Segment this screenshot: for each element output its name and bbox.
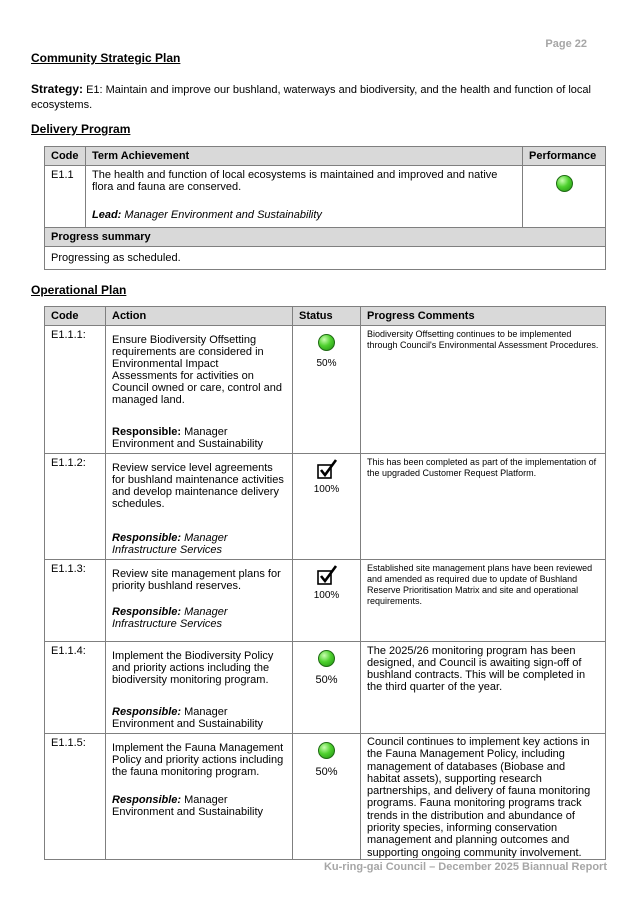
row-comment: Established site management plans have been reviewed and amended as required due to update of Bushland Reserve Prioritisation Matrix and site and operational requirements. (361, 560, 606, 642)
row-action (106, 560, 293, 642)
delivery-term-text: The health and function of local ecosystems is maintained and improved and native flora and fauna are conserved. (92, 169, 498, 193)
delivery-program-table (44, 146, 606, 270)
row-comment (361, 734, 606, 860)
delivery-header-performance: Performance (523, 147, 606, 166)
table-row (45, 642, 606, 734)
row-code: E1.1.1: (45, 326, 106, 454)
delivery-lead-text: Manager Environment and Sustainability (124, 209, 322, 221)
table-row (45, 560, 606, 642)
strategy-text: E1: Maintain and improve our bushland, waterways and biodiversity, and the health and function of local ecosystems. (31, 84, 591, 111)
delivery-code: E1.1 (45, 166, 86, 228)
progress-summary-text: Progressing as scheduled. (45, 247, 606, 270)
delivery-program-heading: Delivery Program (31, 122, 131, 136)
row-responsible (112, 426, 286, 450)
delivery-header-term: Term Achievement (86, 147, 523, 166)
row-action (106, 642, 293, 734)
csp-heading: Community Strategic Plan (31, 51, 181, 65)
row-status (293, 642, 361, 734)
table-row (45, 734, 606, 860)
row-responsible-label: Responsible: (112, 794, 182, 806)
row-action-text: Ensure Biodiversity Offsetting requirements are considered in Environmental Impact Assessments for activities on Council owned or care, control and managed land. (112, 334, 282, 406)
row-responsible (112, 532, 286, 556)
row-responsible-text: Manager Environment and Sustainability (112, 706, 264, 730)
row-action (106, 454, 293, 560)
progress-summary-label: Progress summary (45, 228, 606, 247)
green-dot-icon (556, 175, 573, 192)
green-dot-icon (318, 650, 335, 667)
row-action (106, 734, 293, 860)
row-responsible-label: Responsible: (112, 706, 182, 718)
row-responsible-label: Responsible: (112, 606, 182, 618)
row-action (106, 326, 293, 454)
delivery-lead-label: Lead: (92, 209, 122, 221)
row-status-pct: 50% (316, 358, 337, 369)
table-row (45, 326, 606, 454)
delivery-term-cell (86, 166, 523, 228)
green-dot-icon (318, 334, 335, 351)
op-header-action: Action (106, 307, 293, 326)
row-responsible-text: Manager Infrastructure Services (112, 532, 228, 556)
row-comment: Biodiversity Offsetting continues to be implemented through Council's Environmental Assessment Procedures. (361, 326, 606, 454)
row-responsible-label: Responsible: (112, 532, 182, 544)
row-code: E1.1.2: (45, 454, 106, 560)
green-dot-icon (318, 742, 335, 759)
row-code: E1.1.5: (45, 734, 106, 860)
row-status-pct: 50% (315, 674, 338, 686)
delivery-header-code: Code (45, 147, 86, 166)
row-code: E1.1.4: (45, 642, 106, 734)
row-action-text: Implement the Fauna Management Policy and priority actions including the fauna monitoring program. (112, 742, 284, 778)
row-responsible-label: Responsible: (112, 426, 182, 438)
footer-report-title: Ku-ring-gai Council – December 2025 Biannual Report (323, 861, 607, 873)
row-responsible (112, 706, 286, 730)
row-comment: The 2025/26 monitoring program has been designed, and Council is awaiting sign-off of bushland contracts. This will be completed in the third quarter of the year. (361, 642, 606, 734)
row-status-pct: 50% (315, 766, 338, 778)
row-status (293, 454, 361, 560)
row-responsible (112, 794, 286, 818)
row-status-pct: 100% (313, 484, 340, 495)
row-action-text: Implement the Biodiversity Policy and priority actions including the biodiversity monitoring program. (112, 650, 274, 686)
check-icon (316, 458, 338, 480)
row-action-text: Review site management plans for priority bushland reserves. (112, 568, 281, 592)
operational-plan-table (44, 306, 606, 860)
table-row (45, 454, 606, 560)
check-icon (316, 564, 338, 586)
op-header-status: Status (293, 307, 361, 326)
row-code: E1.1.3: (45, 560, 106, 642)
delivery-lead (92, 209, 516, 221)
row-comment-text: Council continues to implement key actions in the Fauna Management Policy, including management of databases (Biobase and habitat assets), supporting research partnerships, and delivery of fauna monitoring programs. Fauna monitoring programs track trends in the distribution and abundance of priority species, informing conservation management and planning outcomes and supporting ongoing community involvement. (367, 736, 591, 858)
operational-plan-heading: Operational Plan (31, 283, 127, 297)
row-action-text: Review service level agreements for bushland maintenance activities and develop maintenance delivery schedules. (112, 462, 284, 510)
delivery-performance (523, 166, 606, 228)
page-number: Page 22 (545, 38, 587, 50)
row-status-pct: 100% (313, 590, 340, 601)
row-comment: This has been completed as part of the implementation of the upgraded Customer Request Platform. (361, 454, 606, 560)
op-header-code: Code (45, 307, 106, 326)
row-status (293, 734, 361, 860)
strategy-label: Strategy: (31, 82, 84, 96)
strategy-paragraph (31, 82, 606, 113)
row-status (293, 326, 361, 454)
op-header-comments: Progress Comments (361, 307, 606, 326)
row-responsible (112, 606, 286, 630)
row-responsible-text: Manager Environment and Sustainability (112, 794, 264, 818)
row-responsible-text: Manager Infrastructure Services (112, 606, 228, 630)
row-responsible-text: Manager Environment and Sustainability (112, 426, 264, 450)
row-status (293, 560, 361, 642)
